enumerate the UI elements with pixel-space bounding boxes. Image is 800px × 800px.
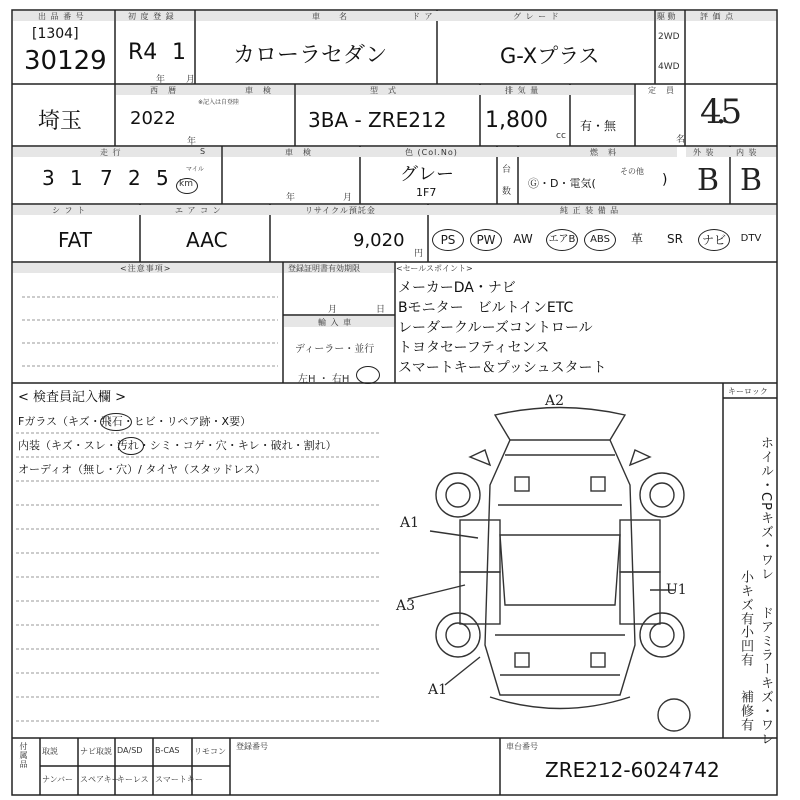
car-diagram — [400, 395, 720, 735]
equipment-item: 革 — [630, 232, 643, 246]
interior-grade: B — [740, 163, 763, 198]
mileage-prefix: S — [200, 147, 206, 156]
side-note-mirror: ドアミラーキズ・ワレ — [758, 606, 773, 746]
bottom-item: DA/SD — [117, 746, 143, 755]
header-aircon: エ ア コ ン — [175, 206, 222, 215]
header-car-name: 車 名 — [312, 12, 348, 21]
lot-code: [1304] — [32, 26, 79, 42]
side-note-scratch: 小キズ有 — [738, 570, 753, 626]
header-grade: グ レ ー ド — [513, 12, 560, 21]
mark-a3: A3 — [396, 598, 416, 614]
shift: FAT — [58, 228, 93, 252]
bottom-item: ナンバー — [42, 775, 74, 784]
header-equipment: 純 正 装 備 品 — [560, 206, 620, 215]
fixed-unit: 名 — [676, 135, 686, 145]
equipment-item: ABS — [584, 229, 616, 251]
sales-point: Bモニター ビルトインETC — [398, 300, 574, 316]
bottom-side-label: 付属品 — [19, 742, 28, 769]
sales-point: メーカーDA・ナビ — [398, 280, 516, 296]
displacement: 1,800 — [485, 108, 548, 133]
import-dealer: ディーラー・並行 — [295, 344, 375, 355]
inspector-line-1: Fガラス（キズ・飛石・ヒビ・リペア跡・X要） — [18, 415, 252, 428]
header-lot-no: 出 品 番 号 — [38, 12, 85, 21]
car-name: カローラセダン — [233, 43, 388, 68]
equipment-item: エアB — [546, 229, 578, 251]
side-note-dent: 小凹有 — [738, 625, 753, 667]
mileage-digit: 5 — [156, 166, 169, 190]
side-note-repair: 補修有 — [738, 690, 753, 732]
first-reg-era: R4 — [128, 40, 158, 65]
mark-a1-rear: A1 — [428, 682, 448, 698]
header-notes: <注意事項> — [120, 264, 172, 273]
check-month-unit: 月 — [343, 193, 353, 203]
region: 埼玉 — [38, 109, 83, 134]
fuel-close: ) — [662, 172, 668, 188]
header-exterior: 外 装 — [693, 148, 715, 157]
header-score: 評 価 点 — [700, 12, 735, 21]
reg-expiry-day: 日 — [376, 305, 386, 315]
color-side-1: 台 — [502, 165, 512, 175]
bottom-item: リモコン — [194, 747, 226, 756]
color-name: グレー — [400, 164, 454, 185]
first-reg-year-unit: 年 — [156, 75, 166, 85]
score-value: 4.5 — [700, 92, 737, 132]
bottom-item: キーレス — [117, 775, 149, 784]
equipment-item: ナビ — [698, 229, 730, 251]
fuel-options: Ⓖ・D・電気( — [528, 177, 596, 190]
model-type: 3BA - ZRE212 — [308, 108, 447, 132]
inspector-title: < 検査員記入欄 > — [18, 390, 127, 405]
grade: G-Xプラス — [500, 44, 600, 68]
header-type: 型 式 — [370, 86, 397, 95]
recycle-amount: 9,020 — [353, 230, 405, 251]
header-displacement: 排 気 量 — [505, 86, 540, 95]
mark-a1-front: A1 — [400, 515, 420, 531]
color-code: 1F7 — [416, 186, 437, 199]
header-fixed: 定 員 — [648, 86, 675, 95]
model-year: 2022 — [130, 108, 176, 129]
side-note-wheel: ホイル・CPキズ・ワレ — [758, 436, 773, 581]
lot-number: 30129 — [24, 46, 107, 76]
vehicle-check-note: ※記入は自登陸 — [198, 99, 240, 106]
mark-a2: A2 — [545, 393, 565, 409]
check-year-unit: 年 — [286, 193, 296, 203]
mileage-digit: 3 — [42, 166, 55, 190]
mileage-digit: 2 — [128, 166, 141, 190]
sales-point: トヨタセーフティセンス — [398, 340, 550, 356]
mark-u1: U1 — [666, 582, 687, 598]
sales-point: スマートキー＆プッシュスタート — [398, 360, 607, 376]
mileage-digit: 7 — [100, 166, 113, 190]
chassis-no: ZRE212-6024742 — [545, 758, 720, 782]
header-chassis-no: 車台番号 — [506, 742, 538, 751]
header-vehicle-check-2: 車 検 — [285, 148, 312, 157]
reg-expiry-month: 月 — [328, 305, 338, 315]
equipment-item: PW — [470, 229, 502, 251]
inspector-line-3: オーディオ（無し・穴）/ タイヤ（スタッドレス） — [18, 463, 266, 476]
header-model-year: 西 暦 — [150, 86, 177, 95]
sales-point: レーダークルーズコントロール — [398, 320, 593, 336]
color-side-2: 数 — [502, 187, 512, 197]
equipment-item: AW — [513, 232, 533, 246]
reg-no-label: 登録番号 — [236, 742, 268, 751]
header-vehicle-check: 車 検 — [245, 86, 272, 95]
bottom-item: 取説 — [42, 747, 58, 756]
header-color: 色 (Col.No) — [405, 148, 458, 157]
bottom-item: ナビ取説 — [80, 747, 112, 756]
drive-4wd: 4WD — [658, 62, 680, 72]
mileage-unit-mile: マイル — [186, 166, 204, 173]
header-drive: 駆 動 — [657, 12, 676, 21]
header-fuel: 燃 料 — [590, 148, 617, 157]
header-door: ド ア — [412, 12, 434, 21]
fuel-other: その他 — [620, 167, 644, 176]
inspector-line-2: 内装（キズ・スレ・汚れ・シミ・コゲ・穴・キレ・破れ・割れ） — [18, 439, 337, 452]
bottom-item: B-CAS — [155, 746, 180, 755]
equipment-item: SR — [667, 232, 683, 246]
first-reg-month-unit: 月 — [186, 75, 196, 85]
seat-option: 有・無 — [580, 119, 617, 133]
mileage-digit: 1 — [70, 166, 83, 190]
header-key-lock: キーロック — [728, 387, 768, 396]
header-mileage: 走 行 — [100, 148, 122, 157]
drive-2wd: 2WD — [658, 32, 680, 42]
equipment-item: PS — [432, 229, 464, 251]
recycle-unit: 円 — [414, 249, 424, 259]
equipment-item: DTV — [740, 233, 762, 244]
header-first-reg: 初 度 登 録 — [128, 12, 175, 21]
displacement-unit: cc — [556, 131, 566, 141]
exterior-grade: B — [697, 163, 720, 198]
first-reg-month: 1 — [172, 40, 186, 65]
model-year-unit: 年 — [187, 137, 197, 147]
header-import: 輸 入 車 — [318, 318, 353, 327]
header-shift: シ フ ト — [52, 206, 87, 215]
header-recycle: リサイクル預託金 — [305, 206, 376, 215]
bottom-item: スマートキー — [155, 775, 203, 784]
header-reg-expiry: 登録証明書有効期限 — [288, 264, 360, 273]
aircon: AAC — [186, 228, 228, 252]
bottom-item: スペアキー — [80, 775, 120, 784]
header-interior: 内 装 — [736, 148, 758, 157]
mileage-unit-km: km — [179, 179, 193, 189]
header-sales-points: <セールスポイント> — [396, 264, 473, 273]
import-steering: 左H ・ 右H — [298, 374, 350, 385]
